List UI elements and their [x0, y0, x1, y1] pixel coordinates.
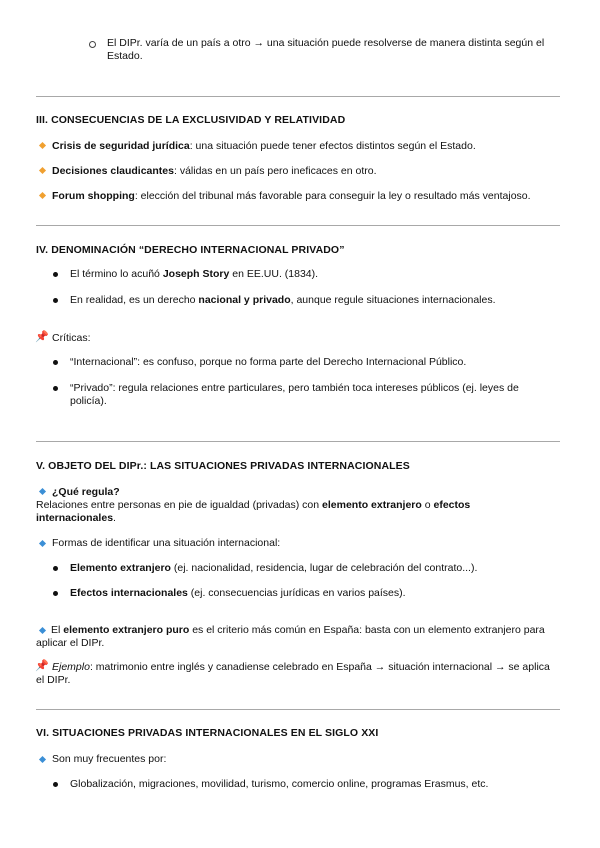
regula-paragraph — [36, 499, 516, 525]
bullet-dot-icon — [53, 386, 58, 391]
bullet-dot-icon — [53, 591, 58, 596]
text-part: . — [113, 512, 116, 524]
section-heading-iii: III. CONSECUENCIAS DE LA EXCLUSIVIDAD Y RELATIVIDAD — [36, 114, 346, 126]
bullet-dot-icon — [53, 298, 58, 303]
bold-term: elemento extranjero — [322, 499, 422, 511]
text-part: (ej. consecuencias jurídicas en varios países). — [187, 587, 406, 599]
puro-paragraph — [36, 624, 554, 650]
bullet-dot-icon — [53, 360, 58, 365]
term-description: : elección del tribunal más favorable para conseguir la ley o resultado más ventajoso. — [134, 190, 531, 202]
text-part: (ej. nacionalidad, residencia, lugar de celebración del contrato...). — [170, 562, 478, 574]
divider — [36, 709, 560, 710]
diamond-bullet-icon — [39, 142, 46, 149]
text-part: El término lo acuñó — [70, 268, 163, 280]
formas-label: Formas de identificar una situación internacional: — [52, 537, 281, 549]
bullet-dot-icon — [53, 566, 58, 571]
diamond-bullet-icon — [39, 167, 46, 174]
term-description: : una situación puede tener efectos distintos según el Estado. — [189, 140, 476, 152]
text-part: El — [51, 624, 64, 636]
que-regula-label: ¿Qué regula? — [52, 486, 120, 498]
term: Forum shopping — [52, 190, 135, 202]
section-heading-iv: IV. DENOMINACIÓN “DERECHO INTERNACIONAL PRIVADO” — [36, 244, 345, 256]
diamond-bullet-icon — [39, 540, 46, 547]
list-item: “Internacional”: es confuso, porque no forma parte del Derecho Internacional Público. — [70, 356, 467, 368]
section-heading-v: V. OBJETO DEL DIPr.: LAS SITUACIONES PRIVADAS INTERNACIONALES — [36, 460, 410, 472]
pushpin-icon: 📌 — [35, 660, 49, 672]
list-item — [70, 294, 496, 307]
ejemplo-label: Ejemplo — [52, 661, 90, 673]
text-part: Relaciones entre personas en pie de igualdad (privadas) con — [36, 499, 323, 511]
list-item — [52, 165, 377, 178]
list-item — [70, 587, 406, 600]
list-item — [52, 190, 531, 203]
bold-term: Elemento extranjero — [70, 562, 171, 574]
circle-bullet-icon — [89, 41, 96, 48]
bold-term: elemento extranjero puro — [63, 624, 190, 636]
ejemplo-paragraph — [36, 661, 554, 687]
text-part: en EE.UU. (1834). — [229, 268, 319, 280]
list-item — [70, 268, 318, 281]
bold-term: Joseph Story — [162, 268, 230, 280]
text-part: o — [421, 499, 434, 511]
bullet-dot-icon — [53, 272, 58, 277]
bold-term: efectos internacionales — [36, 499, 471, 524]
text-part: : matrimonio entre inglés y canadiense celebrado en España → situación internacional → se aplica el DIPr. — [36, 661, 550, 686]
diamond-bullet-icon — [39, 488, 46, 495]
frecuentes-label: Son muy frecuentes por: — [52, 753, 167, 765]
bold-term: Efectos internacionales — [70, 587, 188, 599]
list-item: Globalización, migraciones, movilidad, turismo, comercio online, programas Erasmus, etc. — [70, 778, 489, 790]
divider — [36, 225, 560, 226]
divider — [36, 441, 560, 442]
text-part: , aunque regule situaciones internacionales. — [290, 294, 496, 306]
bullet-dot-icon — [53, 782, 58, 787]
term: Crisis de seguridad jurídica — [52, 140, 190, 152]
list-item: “Privado”: regula relaciones entre particulares, pero también toca intereses públicos (ej. leyes de policía). — [70, 382, 519, 407]
bold-term: nacional y privado — [198, 294, 291, 306]
divider — [36, 96, 560, 97]
text-part: En realidad, es un derecho — [70, 294, 199, 306]
pushpin-icon: 📌 — [35, 331, 49, 343]
section-heading-vi: VI. SITUACIONES PRIVADAS INTERNACIONALES EN EL SIGLO XXI — [36, 727, 379, 739]
list-item — [52, 140, 476, 153]
diamond-bullet-icon — [39, 192, 46, 199]
diamond-bullet-icon — [39, 756, 46, 763]
criticas-label: Críticas: — [52, 332, 91, 344]
list-item — [70, 562, 477, 575]
text-part: es el criterio más común en España: basta con un elemento extranjero para aplicar el DIPr. — [36, 624, 545, 649]
term: Decisiones claudicantes — [52, 165, 174, 177]
intro-item: El DIPr. varía de un país a otro → una situación puede resolverse de manera distinta según el Estado. — [107, 37, 545, 62]
term-description: : válidas en un país pero ineficaces en otro. — [173, 165, 377, 177]
